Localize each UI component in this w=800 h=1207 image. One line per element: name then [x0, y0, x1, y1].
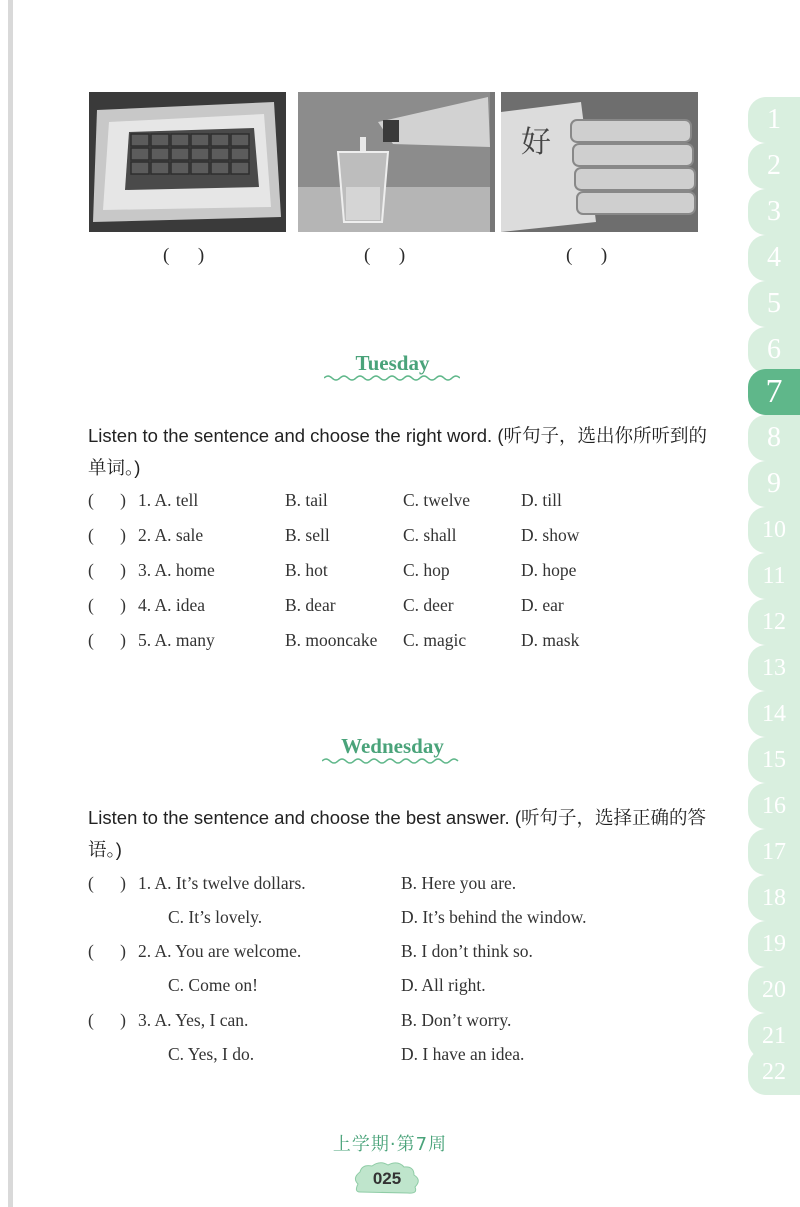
- binding-line: [8, 0, 13, 1207]
- picture-answer-2[interactable]: ( ): [364, 245, 406, 266]
- option-b: B. I don’t think so.: [401, 941, 533, 961]
- chocolate-photo: [89, 92, 286, 232]
- week-tab-8[interactable]: 8: [748, 415, 800, 461]
- option-c: C. shall: [403, 525, 457, 545]
- svg-text:好: 好: [521, 125, 551, 160]
- option-b: B. sell: [285, 525, 330, 545]
- option-c: C. deer: [403, 595, 454, 615]
- option-d: D. hope: [521, 560, 577, 580]
- answer-blank[interactable]: ( ): [88, 941, 126, 961]
- option-b: B. Don’t worry.: [401, 1010, 512, 1030]
- week-tab-22[interactable]: 22: [748, 1049, 800, 1095]
- biscuit-photo: [501, 92, 698, 232]
- answer-blank[interactable]: ( ): [88, 560, 126, 580]
- option-d: D. show: [521, 525, 580, 545]
- option-d: D. till: [521, 490, 562, 510]
- option-a: 2. A. sale: [138, 525, 204, 545]
- option-d: D. It’s behind the window.: [401, 907, 587, 927]
- semester-week-label: 上学期·第7周: [332, 1134, 448, 1155]
- answer-blank[interactable]: ( ): [88, 490, 126, 510]
- week-tab-5[interactable]: 5: [748, 281, 800, 327]
- answer-blank[interactable]: ( ): [88, 1010, 126, 1030]
- wednesday-instruction: Listen to the sentence and choose the best answer. (听句子，选择正确的答语。): [88, 807, 706, 860]
- picture-answer-1[interactable]: ( ): [163, 245, 205, 266]
- week-tab-9[interactable]: 9: [748, 461, 800, 507]
- week-tab-19[interactable]: 19: [748, 921, 800, 967]
- week-tab-15[interactable]: 15: [748, 737, 800, 783]
- week-tab-14[interactable]: 14: [748, 691, 800, 737]
- page-number: 025: [372, 1169, 402, 1188]
- option-b: B. tail: [285, 490, 328, 510]
- answer-blank[interactable]: ( ): [88, 873, 126, 893]
- option-a: 1. A. tell: [138, 490, 199, 510]
- option-c: C. magic: [403, 630, 467, 650]
- option-a: 3. A. home: [138, 560, 215, 580]
- week-tab-17[interactable]: 17: [748, 829, 800, 875]
- option-d: D. I have an idea.: [401, 1044, 525, 1064]
- week-tab-10[interactable]: 10: [748, 507, 800, 553]
- option-c: C. Yes, I do.: [168, 1044, 255, 1064]
- week-tab-2[interactable]: 2: [748, 143, 800, 189]
- week-tab-18[interactable]: 18: [748, 875, 800, 921]
- tuesday-instruction: Listen to the sentence and choose the right word. (听句子，选出你所听到的单词。): [88, 425, 707, 478]
- week-tab-12[interactable]: 12: [748, 599, 800, 645]
- option-d: D. mask: [521, 630, 580, 650]
- week-tab-11[interactable]: 11: [748, 553, 800, 599]
- option-c: C. twelve: [403, 490, 471, 510]
- week-tab-3[interactable]: 3: [748, 189, 800, 235]
- answer-blank[interactable]: ( ): [88, 630, 126, 650]
- option-d: D. ear: [521, 595, 564, 615]
- tuesday-title: Tuesday: [355, 351, 430, 375]
- week-tab-21[interactable]: 21: [748, 1013, 800, 1059]
- week-tab-13[interactable]: 13: [748, 645, 800, 691]
- option-b: B. mooncake: [285, 630, 378, 650]
- week-tab-1[interactable]: 1: [748, 97, 800, 143]
- option-b: B. Here you are.: [401, 873, 517, 893]
- option-c: C. hop: [403, 560, 450, 580]
- page-number-badge: [352, 1160, 422, 1198]
- week-tab-4[interactable]: 4: [748, 235, 800, 281]
- week-tab-16[interactable]: 16: [748, 783, 800, 829]
- option-b: B. hot: [285, 560, 328, 580]
- option-a: 2. A. You are welcome.: [138, 941, 302, 961]
- picture-answer-3[interactable]: ( ): [566, 245, 608, 266]
- week-tab-20[interactable]: 20: [748, 967, 800, 1013]
- option-a: 3. A. Yes, I can.: [138, 1010, 249, 1030]
- week-tab-6[interactable]: 6: [748, 327, 800, 373]
- answer-blank[interactable]: ( ): [88, 525, 126, 545]
- option-a: 5. A. many: [138, 630, 215, 650]
- tuesday-underline: [324, 374, 460, 382]
- option-a: 1. A. It’s twelve dollars.: [138, 873, 306, 893]
- option-b: B. dear: [285, 595, 336, 615]
- option-c: C. Come on!: [168, 975, 258, 995]
- answer-blank[interactable]: ( ): [88, 595, 126, 615]
- week-tab-7-active[interactable]: 7: [748, 369, 800, 415]
- option-c: C. It’s lovely.: [168, 907, 263, 927]
- option-a: 4. A. idea: [138, 595, 206, 615]
- water-photo: [298, 92, 495, 232]
- wednesday-underline: [322, 757, 462, 765]
- wednesday-title: Wednesday: [341, 734, 444, 758]
- option-d: D. All right.: [401, 975, 486, 995]
